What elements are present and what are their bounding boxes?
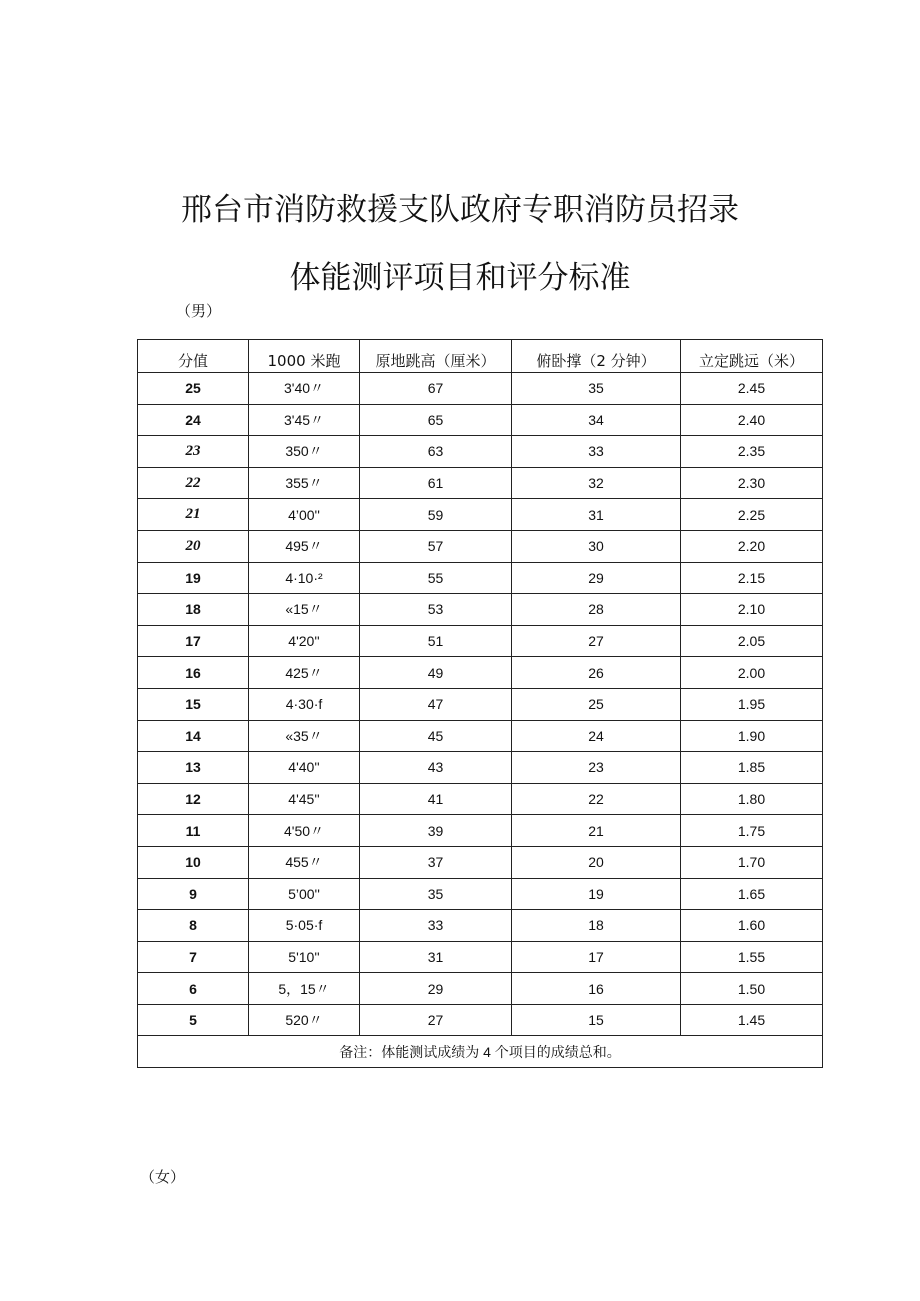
- table-row: [138, 752, 823, 784]
- header-standing-long-jump: 立定跳远（米）: [681, 340, 823, 373]
- run-time-cell: 5·05·f: [249, 910, 360, 942]
- pushup-cell: 26: [512, 657, 681, 689]
- table-row: [138, 973, 823, 1005]
- pushup-cell: 15: [512, 1004, 681, 1036]
- score-cell: 18: [138, 594, 249, 626]
- score-cell: 21: [138, 499, 249, 531]
- score-cell: 13: [138, 752, 249, 784]
- run-time-cell: 5’00'': [249, 878, 360, 910]
- run-time-cell: 3'40〃: [249, 373, 360, 405]
- long-jump-cell: 2.20: [681, 530, 823, 562]
- score-cell: 8: [138, 910, 249, 942]
- document-title-line1: 邢台市消防救援支队政府专职消防员招录: [181, 192, 739, 228]
- long-jump-cell: 1.70: [681, 846, 823, 878]
- high-jump-cell: 49: [360, 657, 512, 689]
- pushup-cell: 16: [512, 973, 681, 1005]
- table-row: [138, 1004, 823, 1036]
- pushup-cell: 34: [512, 404, 681, 436]
- score-cell: 25: [138, 373, 249, 405]
- high-jump-cell: 35: [360, 878, 512, 910]
- high-jump-cell: 63: [360, 436, 512, 468]
- score-cell: 6: [138, 973, 249, 1005]
- high-jump-cell: 67: [360, 373, 512, 405]
- table-row: [138, 467, 823, 499]
- run-time-cell: 4'20'': [249, 625, 360, 657]
- high-jump-cell: 43: [360, 752, 512, 784]
- table-row: [138, 941, 823, 973]
- table-row: [138, 720, 823, 752]
- high-jump-cell: 31: [360, 941, 512, 973]
- run-time-cell: 4'50〃: [249, 815, 360, 847]
- table-row: [138, 530, 823, 562]
- high-jump-cell: 61: [360, 467, 512, 499]
- long-jump-cell: 2.25: [681, 499, 823, 531]
- long-jump-cell: 1.55: [681, 941, 823, 973]
- run-time-cell: 5，15〃: [249, 973, 360, 1005]
- table-row: [138, 562, 823, 594]
- header-standing-high-jump: 原地跳高（厘米）: [360, 340, 512, 373]
- note-text: 备注：体能测试成绩为 4 个项目的成绩总和。: [138, 1036, 823, 1068]
- score-cell: 20: [138, 530, 249, 562]
- pushup-cell: 27: [512, 625, 681, 657]
- pushup-cell: 22: [512, 783, 681, 815]
- run-time-cell: «35〃: [249, 720, 360, 752]
- long-jump-cell: 2.45: [681, 373, 823, 405]
- run-time-cell: 495〃: [249, 530, 360, 562]
- long-jump-cell: 2.05: [681, 625, 823, 657]
- high-jump-cell: 59: [360, 499, 512, 531]
- score-cell: 15: [138, 688, 249, 720]
- score-cell: 24: [138, 404, 249, 436]
- long-jump-cell: 2.40: [681, 404, 823, 436]
- long-jump-cell: 1.45: [681, 1004, 823, 1036]
- run-time-cell: 425〃: [249, 657, 360, 689]
- run-time-cell: 4’00'': [249, 499, 360, 531]
- pushup-cell: 23: [512, 752, 681, 784]
- high-jump-cell: 33: [360, 910, 512, 942]
- score-cell: 5: [138, 1004, 249, 1036]
- high-jump-cell: 37: [360, 846, 512, 878]
- pushup-cell: 35: [512, 373, 681, 405]
- table-row: [138, 499, 823, 531]
- score-cell: 16: [138, 657, 249, 689]
- pushup-cell: 31: [512, 499, 681, 531]
- high-jump-cell: 27: [360, 1004, 512, 1036]
- run-time-cell: 4·30·f: [249, 688, 360, 720]
- score-cell: 19: [138, 562, 249, 594]
- run-time-cell: 350〃: [249, 436, 360, 468]
- run-time-cell: 520〃: [249, 1004, 360, 1036]
- pushup-cell: 18: [512, 910, 681, 942]
- pushup-cell: 17: [512, 941, 681, 973]
- header-1000m-run: 1000 米跑: [249, 340, 360, 373]
- pushup-cell: 24: [512, 720, 681, 752]
- header-pushups: 俯卧撑（2 分钟）: [512, 340, 681, 373]
- table-row: [138, 846, 823, 878]
- table-row: [138, 404, 823, 436]
- score-cell: 22: [138, 467, 249, 499]
- long-jump-cell: 1.90: [681, 720, 823, 752]
- table-row: [138, 910, 823, 942]
- table-row: [138, 436, 823, 468]
- pushup-cell: 30: [512, 530, 681, 562]
- long-jump-cell: 2.35: [681, 436, 823, 468]
- pushup-cell: 19: [512, 878, 681, 910]
- table-row: [138, 783, 823, 815]
- high-jump-cell: 51: [360, 625, 512, 657]
- female-section-label: （女）: [140, 1168, 186, 1186]
- table-row: [138, 688, 823, 720]
- pushup-cell: 20: [512, 846, 681, 878]
- pushup-cell: 25: [512, 688, 681, 720]
- long-jump-cell: 2.30: [681, 467, 823, 499]
- long-jump-cell: 2.15: [681, 562, 823, 594]
- high-jump-cell: 41: [360, 783, 512, 815]
- male-scoring-table: [137, 339, 823, 1068]
- run-time-cell: 5'10'': [249, 941, 360, 973]
- score-cell: 12: [138, 783, 249, 815]
- run-time-cell: 3'45〃: [249, 404, 360, 436]
- long-jump-cell: 2.00: [681, 657, 823, 689]
- pushup-cell: 32: [512, 467, 681, 499]
- long-jump-cell: 2.10: [681, 594, 823, 626]
- run-time-cell: 4'40'': [249, 752, 360, 784]
- table-row: [138, 373, 823, 405]
- header-score: 分值: [138, 340, 249, 373]
- run-time-cell: «15〃: [249, 594, 360, 626]
- run-time-cell: 4·10·²: [249, 562, 360, 594]
- score-cell: 11: [138, 815, 249, 847]
- table-row: [138, 657, 823, 689]
- high-jump-cell: 39: [360, 815, 512, 847]
- pushup-cell: 21: [512, 815, 681, 847]
- long-jump-cell: 1.95: [681, 688, 823, 720]
- high-jump-cell: 47: [360, 688, 512, 720]
- table-header-row: [138, 340, 823, 373]
- table-row: [138, 625, 823, 657]
- run-time-cell: 455〃: [249, 846, 360, 878]
- high-jump-cell: 65: [360, 404, 512, 436]
- table-row: [138, 594, 823, 626]
- table-row: [138, 815, 823, 847]
- note-row: [138, 1036, 823, 1068]
- high-jump-cell: 53: [360, 594, 512, 626]
- male-section-label: （男）: [176, 302, 222, 320]
- high-jump-cell: 45: [360, 720, 512, 752]
- long-jump-cell: 1.75: [681, 815, 823, 847]
- high-jump-cell: 29: [360, 973, 512, 1005]
- long-jump-cell: 1.50: [681, 973, 823, 1005]
- score-cell: 9: [138, 878, 249, 910]
- pushup-cell: 28: [512, 594, 681, 626]
- score-cell: 14: [138, 720, 249, 752]
- pushup-cell: 29: [512, 562, 681, 594]
- score-cell: 10: [138, 846, 249, 878]
- long-jump-cell: 1.80: [681, 783, 823, 815]
- run-time-cell: 4'45'': [249, 783, 360, 815]
- run-time-cell: 355〃: [249, 467, 360, 499]
- score-cell: 7: [138, 941, 249, 973]
- long-jump-cell: 1.85: [681, 752, 823, 784]
- long-jump-cell: 1.60: [681, 910, 823, 942]
- long-jump-cell: 1.65: [681, 878, 823, 910]
- table-row: [138, 878, 823, 910]
- high-jump-cell: 55: [360, 562, 512, 594]
- score-cell: 17: [138, 625, 249, 657]
- document-title-line2: 体能测评项目和评分标准: [289, 260, 631, 296]
- pushup-cell: 33: [512, 436, 681, 468]
- score-cell: 23: [138, 436, 249, 468]
- high-jump-cell: 57: [360, 530, 512, 562]
